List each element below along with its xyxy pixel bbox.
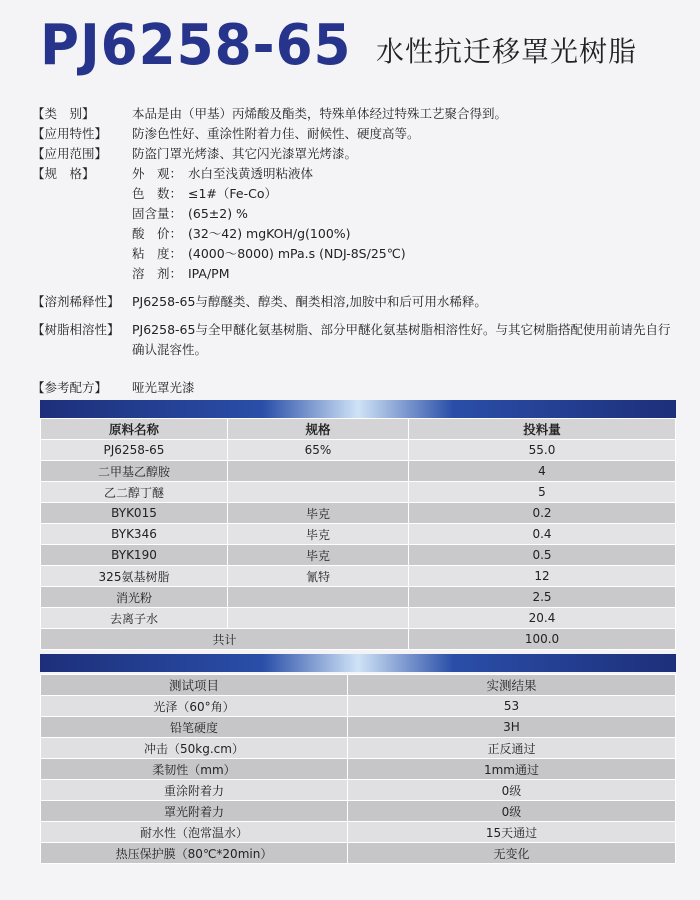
table-row <box>41 482 676 503</box>
title-row <box>0 0 700 90</box>
spec-item-value: (32～42) mgKOH/g(100%) <box>188 226 351 241</box>
test-item: 耐水性（泡常温水） <box>41 822 348 843</box>
spec-scope-value: 防盗门罩光烤漆、其它闪光漆罩光烤漆。 <box>132 146 358 161</box>
formula-label: 【参考配方】 <box>32 380 108 395</box>
spacer <box>32 284 672 292</box>
test-result: 3H <box>348 717 676 738</box>
test-item: 柔韧性（mm） <box>41 759 348 780</box>
spec-scope <box>32 144 672 164</box>
formula-name: 哑光罩光漆 <box>132 380 195 395</box>
spec-item-value: IPA/PM <box>188 266 230 281</box>
spec-specs-list <box>132 164 672 284</box>
formula-heading <box>32 378 195 396</box>
recipe-table <box>40 418 676 650</box>
recipe-amount: 12 <box>409 566 676 587</box>
spec-item <box>132 264 672 284</box>
table-row <box>41 843 676 864</box>
spacer <box>32 312 672 320</box>
table-row <box>41 503 676 524</box>
recipe-amount: 2.5 <box>409 587 676 608</box>
spec-features-value: 防渗色性好、重涂性附着力佳、耐候性、硬度高等。 <box>132 126 420 141</box>
table-row <box>41 587 676 608</box>
table-row <box>41 822 676 843</box>
spec-item-value: (4000～8000) mPa.s (NDJ-8S/25℃) <box>188 246 406 261</box>
recipe-spec <box>228 461 409 482</box>
spec-features <box>32 124 672 144</box>
recipe-spec: 65% <box>228 440 409 461</box>
tests-table <box>40 674 676 864</box>
recipe-header-band <box>40 400 676 418</box>
recipe-material: PJ6258-65 <box>41 440 228 461</box>
recipe-material: 去离子水 <box>41 608 228 629</box>
spec-compat-value: PJ6258-65与全甲醚化氨基树脂、部分甲醚化氨基树脂相溶性好。与其它树脂搭配使用前请先自行确认混容性。 <box>132 322 671 357</box>
table-row <box>41 780 676 801</box>
recipe-spec: 毕克 <box>228 503 409 524</box>
test-item: 冲击（50kg.cm） <box>41 738 348 759</box>
test-result: 0级 <box>348 801 676 822</box>
spec-item-label: 色 数： <box>132 186 183 201</box>
recipe-spec <box>228 608 409 629</box>
recipe-material: 乙二醇丁醚 <box>41 482 228 503</box>
recipe-total-label: 共计 <box>41 629 409 650</box>
recipe-header-row <box>41 419 676 440</box>
recipe-total-amount: 100.0 <box>409 629 676 650</box>
table-row <box>41 461 676 482</box>
spec-category-label: 【类 别】 <box>32 106 95 121</box>
spec-section <box>32 104 672 360</box>
test-item: 光泽（60°角） <box>41 696 348 717</box>
tests-header-result: 实测结果 <box>348 675 676 696</box>
recipe-amount: 4 <box>409 461 676 482</box>
test-result: 0级 <box>348 780 676 801</box>
test-result: 53 <box>348 696 676 717</box>
spec-item-value: ≤1#（Fe-Co） <box>188 186 277 201</box>
recipe-amount: 0.4 <box>409 524 676 545</box>
test-item: 重涂附着力 <box>41 780 348 801</box>
product-name: 水性抗迁移罩光树脂 <box>376 35 638 68</box>
recipe-header-amount: 投料量 <box>409 419 676 440</box>
spec-item-label: 外 观： <box>132 166 183 181</box>
table-row <box>41 440 676 461</box>
spec-compat <box>32 320 672 360</box>
recipe-amount: 55.0 <box>409 440 676 461</box>
spec-item-value: 水白至浅黄透明粘液体 <box>188 166 314 181</box>
test-result: 无变化 <box>348 843 676 864</box>
product-code: PJ6258-65 <box>40 13 352 78</box>
spec-dilution-value: PJ6258-65与醇醚类、醇类、酮类相溶,加胺中和后可用水稀释。 <box>132 294 487 309</box>
recipe-material: 消光粉 <box>41 587 228 608</box>
spec-item-value: (65±2) % <box>188 206 248 221</box>
spec-dilution <box>32 292 672 312</box>
table-row <box>41 566 676 587</box>
spec-specs <box>32 164 672 284</box>
recipe-spec: 毕克 <box>228 545 409 566</box>
table-row <box>41 759 676 780</box>
recipe-spec: 氰特 <box>228 566 409 587</box>
table-row <box>41 717 676 738</box>
recipe-material: BYK015 <box>41 503 228 524</box>
table-row <box>41 524 676 545</box>
tests-header-row <box>41 675 676 696</box>
table-row <box>41 608 676 629</box>
spec-item <box>132 224 672 244</box>
recipe-spec: 毕克 <box>228 524 409 545</box>
spec-dilution-label: 【溶剂稀释性】 <box>32 294 120 309</box>
table-row <box>41 738 676 759</box>
spec-item-label: 酸 价： <box>132 226 183 241</box>
test-result: 1mm通过 <box>348 759 676 780</box>
spec-item <box>132 244 672 264</box>
spec-category-value: 本品是由（甲基）丙烯酸及酯类，特殊单体经过特殊工艺聚合得到。 <box>132 106 508 121</box>
recipe-material: BYK190 <box>41 545 228 566</box>
recipe-spec <box>228 482 409 503</box>
tests-header-band <box>40 654 676 672</box>
spec-scope-label: 【应用范围】 <box>32 146 108 161</box>
recipe-material: 325氨基树脂 <box>41 566 228 587</box>
spec-specs-label: 【规 格】 <box>32 166 95 181</box>
spec-item <box>132 204 672 224</box>
recipe-material: BYK346 <box>41 524 228 545</box>
test-item: 热压保护膜（80℃*20min） <box>41 843 348 864</box>
table-row <box>41 545 676 566</box>
recipe-header-spec: 规格 <box>228 419 409 440</box>
spec-item <box>132 184 672 204</box>
recipe-material: 二甲基乙醇胺 <box>41 461 228 482</box>
recipe-amount: 20.4 <box>409 608 676 629</box>
spec-features-label: 【应用特性】 <box>32 126 108 141</box>
table-row <box>41 801 676 822</box>
recipe-spec <box>228 587 409 608</box>
recipe-amount: 5 <box>409 482 676 503</box>
recipe-total-row <box>41 629 676 650</box>
test-item: 铅笔硬度 <box>41 717 348 738</box>
test-result: 正反通过 <box>348 738 676 759</box>
test-result: 15天通过 <box>348 822 676 843</box>
spec-compat-label: 【树脂相溶性】 <box>32 322 120 337</box>
test-item: 罩光附着力 <box>41 801 348 822</box>
spec-item-label: 粘 度： <box>132 246 183 261</box>
recipe-header-material: 原料名称 <box>41 419 228 440</box>
spec-category <box>32 104 672 124</box>
table-row <box>41 696 676 717</box>
spec-item-label: 固含量： <box>132 206 183 221</box>
spec-item <box>132 164 672 184</box>
recipe-amount: 0.5 <box>409 545 676 566</box>
tests-header-item: 测试项目 <box>41 675 348 696</box>
spec-item-label: 溶 剂： <box>132 266 183 281</box>
recipe-amount: 0.2 <box>409 503 676 524</box>
